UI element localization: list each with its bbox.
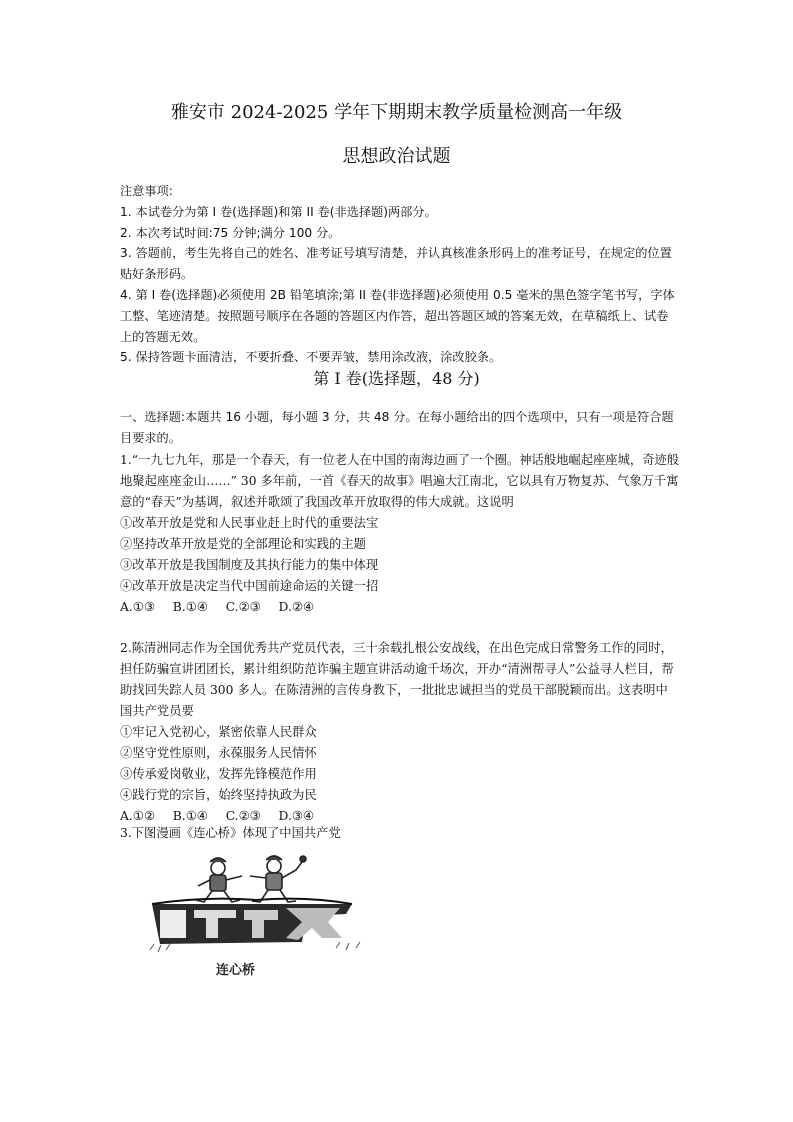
choice-row (120, 597, 680, 618)
cartoon-lianxinqiao (146, 850, 366, 990)
exam-subject: 思想政治试题 (342, 146, 451, 167)
notes-heading: 注意事项: (120, 184, 173, 198)
exam-title: 雅安市 2024-2025 学年下期期末教学质量检测高一年级 (170, 102, 623, 123)
choice-b: B.①④ (172, 809, 208, 823)
question-3 (120, 823, 680, 844)
notes-block (120, 181, 680, 368)
choice-a: A.①② (120, 809, 155, 823)
statement: ①改革开放是党和人民事业赶上时代的重要法宝 (120, 516, 379, 530)
cartoon-figure-right (250, 856, 306, 902)
note-item: 3. 答题前，考生先将自己的姓名、准考证号填写清楚，并认真核准条形码上的准考证号，在规定的位置贴好条形码。 (120, 246, 672, 282)
statement: ④践行党的宗旨，始终坚持执政为民 (120, 788, 317, 802)
question-1 (120, 450, 680, 618)
statement: ②坚持改革开放是党的全部理论和实践的主题 (120, 537, 366, 551)
statement: ①牢记入党初心，紧密依靠人民群众 (120, 725, 317, 739)
cartoon-figure-left (196, 858, 242, 902)
choice-d: D.③④ (278, 809, 314, 823)
volume-title: 第 I 卷(选择题，48 分) (313, 369, 480, 388)
bridge-text-graphic (152, 899, 352, 944)
statement: ③传承爱岗敬业，发挥先锋模范作用 (120, 767, 317, 781)
question-2 (120, 638, 680, 827)
statement: ③改革开放是我国制度及其执行能力的集中体现 (120, 558, 379, 572)
note-item: 1. 本试卷分为第 I 卷(选择题)和第 II 卷(非选择题)两部分。 (120, 204, 437, 219)
question-stem: 2.陈清洲同志作为全国优秀共产党员代表，三十余载扎根公安战线，在出色完成日常警务工作的同时，担任防骗宣讲团团长，累计组织防范诈骗主题宣讲活动逾千场次，开办“清洲帮寻人”公益寻人栏目，帮助找回失踪人员 300 多人。在陈清洲的言传身教下，一批批忠诚担当的党员干部脱颖而出。这表明中国共产党员要 (120, 641, 674, 718)
cartoon-caption: 连心桥 (216, 963, 256, 978)
choice-c: C.②③ (225, 809, 261, 823)
statement: ④改革开放是决定当代中国前途命运的关键一招 (120, 579, 379, 593)
section-instructions: 一、选择题:本题共 16 小题，每小题 3 分，共 48 分。在每小题给出的四个选项中，只有一项是符合题目要求的。 (120, 410, 674, 445)
question-stem: 3.下图漫画《连心桥》体现了中国共产党 (120, 826, 341, 840)
question-stem: 1.“一九七九年，那是一个春天，有一位老人在中国的南海边画了一个圈。神话般地崛起座座城，奇迹般地聚起座座金山……” 30 多年前，一首《春天的故事》唱遍大江南北，它以具有万物复苏、气象万千寓意的“春天”为基调，叙述并歌颂了我国改革开放取得的伟大成就。这说明 (120, 453, 680, 509)
choice-c: C.②③ (225, 600, 261, 614)
note-item: 4. 第 I 卷(选择题)必须使用 2B 铅笔填涂;第 II 卷(非选择题)必须使用 0.5 毫米的黑色签字笔书写，字体工整、笔迹清楚。按照题号顺序在各题的答题区内作答，超出答题区域的答案无效，在草稿纸上、试卷上的答题无效。 (120, 287, 675, 344)
note-item: 5. 保持答题卡面清洁，不要折叠、不要弄皱，禁用涂改液，涂改胶条。 (120, 350, 502, 365)
note-item: 2. 本次考试时间:75 分钟;满分 100 分。 (120, 225, 341, 240)
choice-a: A.①③ (120, 600, 155, 614)
choice-b: B.①④ (172, 600, 208, 614)
choice-d: D.②④ (278, 600, 314, 614)
statement: ②坚守党性原则，永葆服务人民情怀 (120, 746, 317, 760)
